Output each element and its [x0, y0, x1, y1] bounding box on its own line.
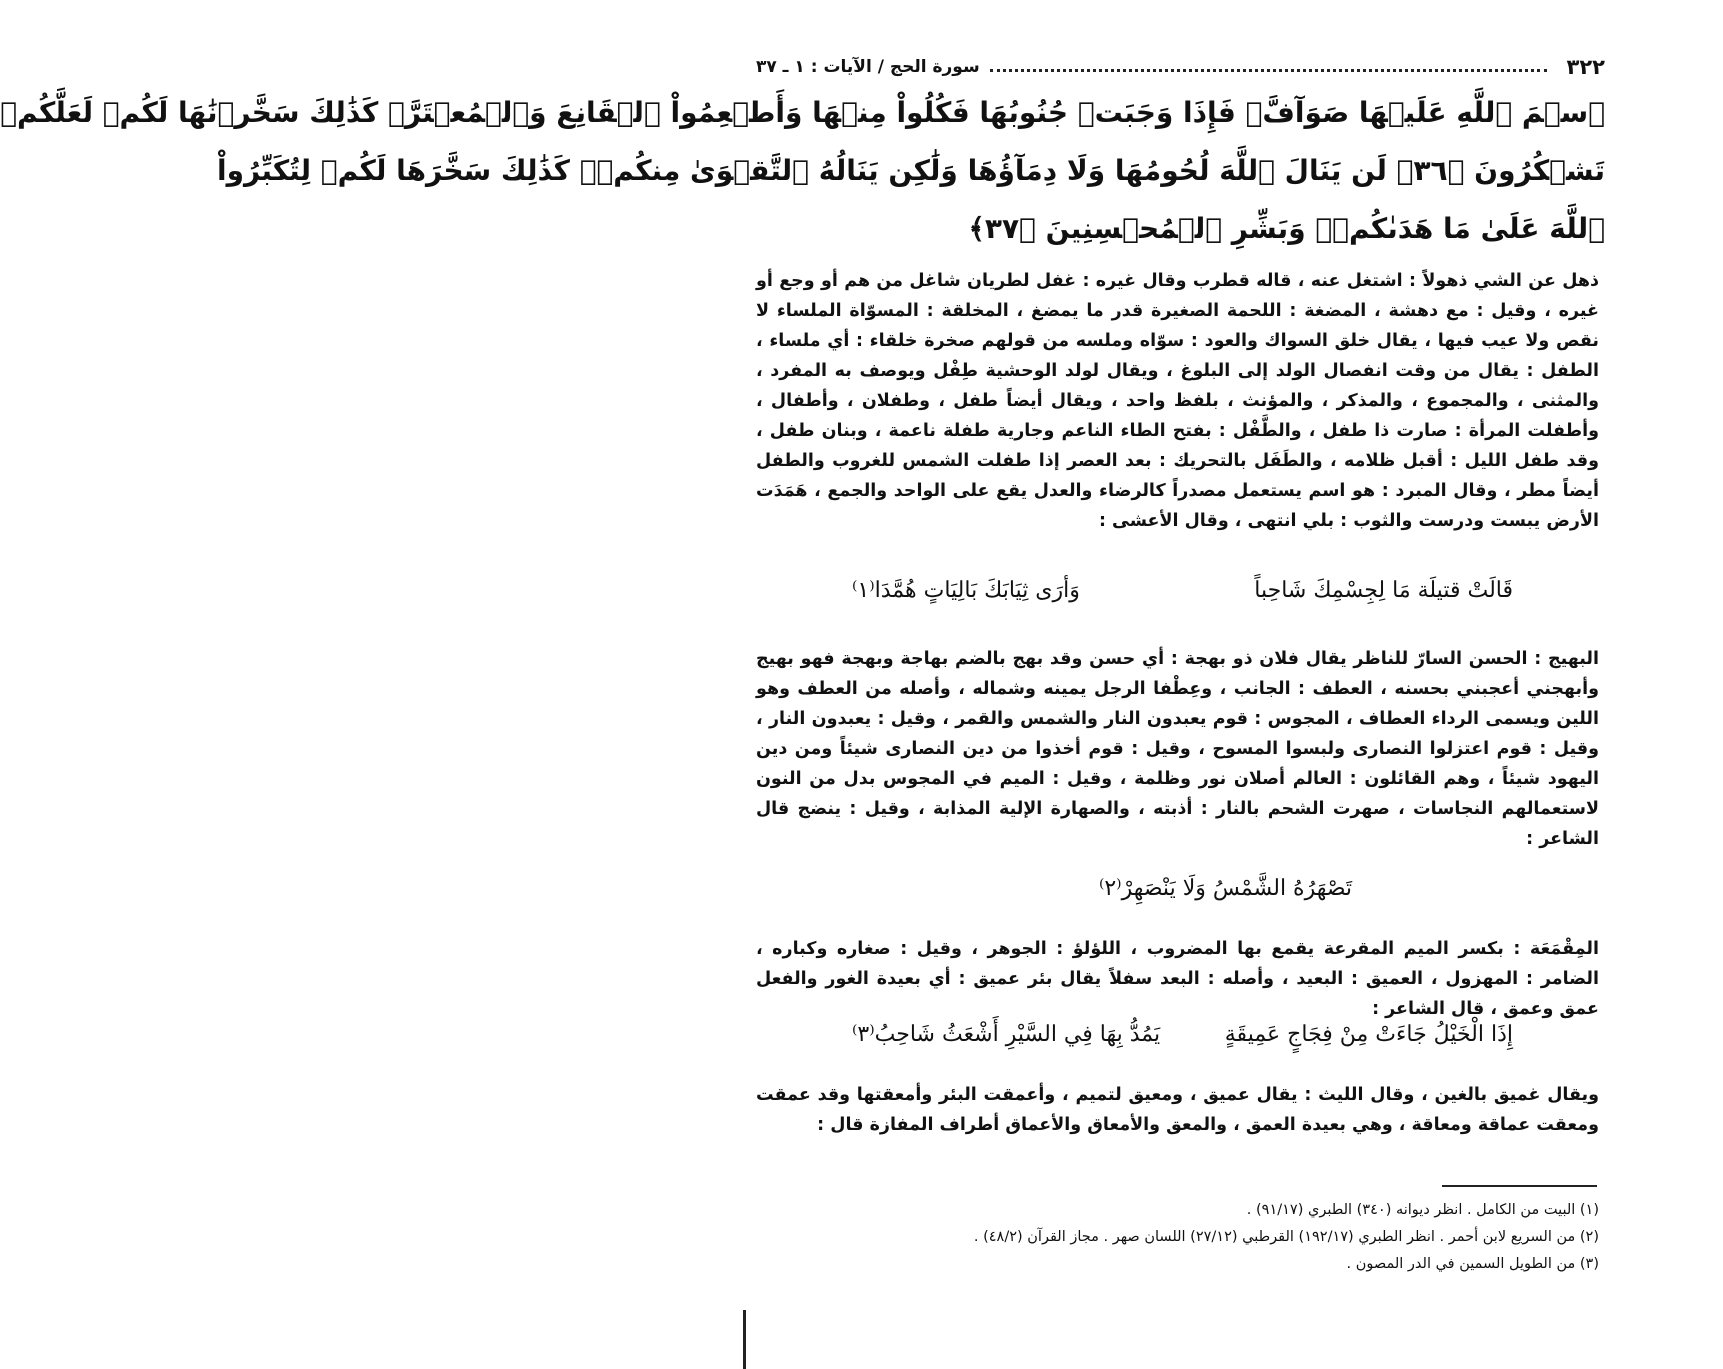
paragraph-vocabulary-3: [756, 934, 1599, 1024]
paragraph-text: ذهل عن الشي ذهولاً : اشتغل عنه ، قاله قطرب وقال غيره : غفل لطريان شاغل من هم أو وجع أو غيره ، وقيل : مع دهشة ، المضغة : اللحمة الصغيرة قدر ما يمضغ ، المخلقة : المسوّاة الملساء لا نقص ولا عيب فيها ، يقال خلق السواك والعود : سوّاه وملسه من قولهم صخرة خلقاء : أي ملساء ، الطفل : يقال من وقت انفصال الولد إلى البلوغ ، ويقال لولد الوحشية طِفْل ويوصف به المفرد ، والمثنى ، والمجموع ، والمذكر ، والمؤنث ، بلفظ واحد ، ويقال أيضاً طفل ، وطفلان ، وأطفال ، وأطفلت المرأة : صارت ذا طفل ، والطَّفْل : بفتح الطاء الناعم وجارية طفلة ناعمة ، وبنان طفل ، وقد طفل الليل : أقبل ظلامه ، والطَفَل بالتحريك : بعد العصر إذا طفلت الشمس للغروب والطفل أيضاً مطر ، وقال المبرد : هو اسم يستعمل مصدراً كالرضاء والعدل يقع على الواحد والجمع ، هَمَدَت الأرض يبست ودرست والثوب : بلي انتهى ، وقال الأعشى :: [756, 271, 1599, 531]
verse-hemistich-right: قَالَتْ قتيلَة مَا لِجِسْمِكَ شَاحِباً: [1254, 578, 1513, 603]
paragraph-vocabulary-4: [756, 1080, 1599, 1140]
verse-line: تَصْهَرُهُ الشَّمْسُ وَلَا يَنْصَهِرْ⁽٢⁾: [1098, 876, 1353, 901]
paragraph-vocabulary-2: [756, 644, 1599, 854]
poetry-verse-2: [852, 876, 1599, 901]
poetry-verse-1: [852, 578, 1513, 603]
verse-hemistich-right: إِذَا الْخَيْلُ جَاءَتْ مِنْ فِجَاجٍ عَمِيقَةٍ: [1224, 1022, 1513, 1047]
scan-edge-mark: [743, 1310, 746, 1369]
footnotes: [932, 1197, 1599, 1278]
footnote-item: (١) البيت من الكامل . انظر ديوانه (٣٤٠) الطبري (٩١/١٧) .: [1246, 1202, 1599, 1218]
footnote-item: (٢) من السريع لابن أحمر . انظر الطبري (١٩٢/١٧) القرطبي (٢٧/١٢) اللسان صهر . مجاز القرآن (٤٨/٢) .: [973, 1229, 1599, 1245]
running-header: [756, 52, 1605, 82]
paragraph-text: البهيج : الحسن السارّ للناظر يقال فلان ذو بهجة : أي حسن وقد بهج بالضم بهاجة وبهجة فهو بهيج وأبهجني أعجبني بحسنه ، العطف : الجانب ، وعِطْفا الرجل يمينه وشماله ، وأصله من العطف وهو اللين ويسمى الرداء العطاف ، المجوس : قوم يعبدون النار والشمس والقمر ، وقيل : يعبدون النار ، وقيل : قوم اعتزلوا النصارى ولبسوا المسوح ، وقيل : قوم أخذوا من دين النصارى شيئاً ومن دين اليهود شيئاً ، وهم القائلون : العالم أصلان نور وظلمة ، وقيل : الميم في المجوس بدل من النون لاستعمالهم النجاسات ، صهرت الشحم بالنار : أذبته ، والصهارة الإلية المذابة ، وقيل : ينضج قال الشاعر :: [756, 649, 1599, 849]
page-number: ٣٢٢: [1566, 55, 1605, 79]
quran-line: ٱللَّهَ عَلَىٰ مَا هَدَىٰكُمۡۗ وَبَشِّرِ ٱلۡمُحۡسِنِينَ ﴿٣٧﴾: [968, 212, 1605, 245]
footnote-item: (٣) من الطويل السمين في الدر المصون .: [1346, 1256, 1599, 1272]
quran-line: تَشۡكُرُونَ ﴿٣٦﴾ لَن يَنَالَ ٱللَّهَ لُحُومُهَا وَلَا دِمَآؤُهَا وَلَٰكِن يَنَالُهُ ٱلتَّقۡوَىٰ مِنكُمۡۚ كَذَٰلِكَ سَخَّرَهَا لَكُمۡ لِتُكَبِّرُواْ: [216, 154, 1605, 187]
header-dotted-leader: [990, 69, 1547, 72]
paragraph-text: ويقال غميق بالغين ، وقال الليث : يقال عميق ، ومعيق لتميم ، وأعمقت البئر وأمعقتها وقد عمقت ومعقت عماقة ومعاقة ، وهي بعيدة العمق ، والمعق والأمعاق والأعماق أطراف المفازة قال :: [756, 1085, 1599, 1135]
verse-hemistich-left: وَأرَى ثِيَابَكَ بَالِيَاتٍ هُمَّدَا⁽١⁾: [852, 578, 1080, 603]
paragraph-vocabulary-1: [756, 266, 1599, 536]
paragraph-text: المِقْمَعَة : بكسر الميم المقرعة يقمع بها المضروب ، اللؤلؤ : الجوهر ، وقيل : صغاره وكباره ، الضامر : المهزول ، العميق : البعيد ، وأصله : البعد سفلاً يقال بئر عميق : أي بعيدة الغور والفعل عمق وعمق ، قال الشاعر :: [756, 939, 1599, 1019]
quran-text-block: [0, 84, 1605, 258]
surah-title: سورة الحج / الآيات : ١ ـ ٣٧: [756, 57, 980, 77]
verse-hemistich-left: يَمُدُّ بِهَا فِي السَّيْرِ أَشْعَثُ شَاحِبُ⁽٣⁾: [852, 1022, 1161, 1047]
footnote-separator: [1442, 1185, 1597, 1187]
quran-line: ٱسۡمَ ٱللَّهِ عَلَيۡهَا صَوَآفَّۖ فَإِذَا وَجَبَتۡ جُنُوبُهَا فَكُلُواْ مِنۡهَا وَأَطۡعِمُواْ ٱلۡقَانِعَ وَٱلۡمُعۡتَرَّۚ كَذَٰلِكَ سَخَّرۡنَٰهَا لَكُمۡ لَعَلَّكُمۡ: [0, 96, 1605, 129]
poetry-verse-3: [852, 1022, 1513, 1047]
